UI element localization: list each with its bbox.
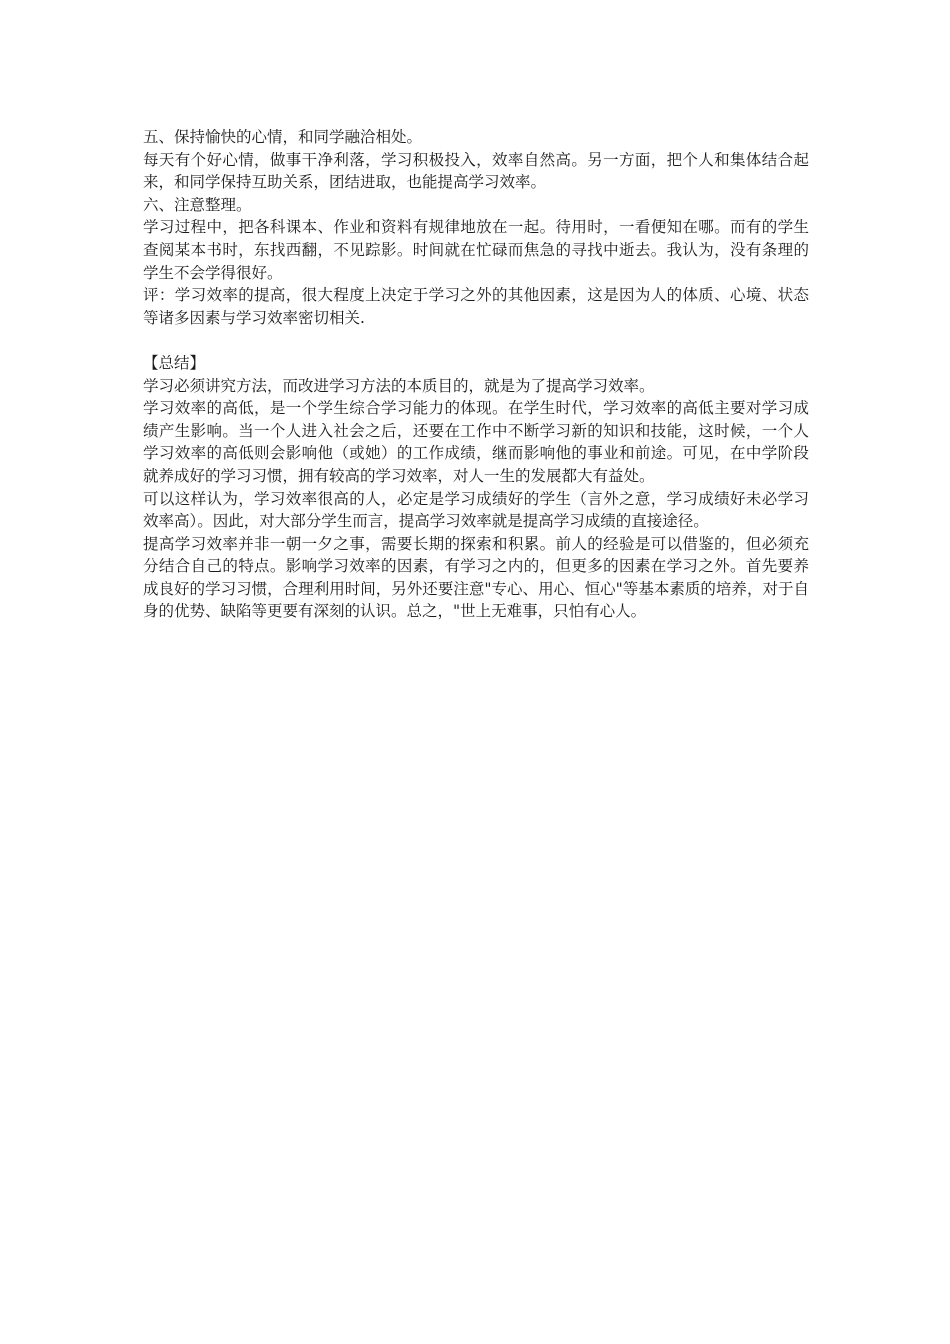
- heading-six: 六、注意整理。: [143, 195, 252, 214]
- document-page: [143, 126, 809, 623]
- body-paragraph: 每天有个好心情，做事干净利落，学习积极投入，效率自然高。另一方面，把个人和集体结合起来，和同学保持互助关系，团结进取，也能提高学习效率。: [143, 150, 809, 192]
- body-paragraph: 学习过程中，把各科课本、作业和资料有规律地放在一起。待用时，一看便知在哪。而有的学生查阅某本书时，东找西翻，不见踪影。时间就在忙碌而焦急的寻找中逝去。我认为，没有条理的学生不会学得很好。: [143, 218, 809, 282]
- comment-paragraph: 评：学习效率的提高，很大程度上决定于学习之外的其他因素，这是因为人的体质、心境、状态等诸多因素与学习效率密切相关.: [143, 286, 809, 327]
- body-paragraph: 提高学习效率并非一朝一夕之事，需要长期的探索和积累。前人的经验是可以借鉴的，但必须充分结合自己的特点。影响学习效率的因素，有学习之内的，但更多的因素在学习之外。首先要养成良好的学习习惯，合理利用时间，另外还要注意"专心、用心、恒心"等基本素质的培养，对于自身的优势、缺陷等更要有深刻的认识。总之，"世上无难事，只怕有心人。: [143, 534, 809, 621]
- body-paragraph: 学习必须讲究方法，而改进学习方法的本质目的，就是为了提高学习效率。: [143, 376, 655, 395]
- body-paragraph: 可以这样认为，学习效率很高的人，必定是学习成绩好的学生（言外之意，学习成绩好未必学习效率高）。因此，对大部分学生而言，提高学习效率就是提高学习成绩的直接途径。: [143, 489, 809, 531]
- heading-five: 五、保持愉快的心情，和同学融洽相处。: [143, 128, 423, 146]
- summary-heading: 【总结】: [143, 353, 206, 372]
- blank-line: [143, 329, 809, 352]
- body-paragraph: 学习效率的高低，是一个学生综合学习能力的体现。在学生时代，学习效率的高低主要对学习成绩产生影响。当一个人进入社会之后，还要在工作中不断学习新的知识和技能，这时候，一个人学习效率的高低则会影响他（或她）的工作成绩，继而影响他的事业和前途。可见，在中学阶段就养成好的学习习惯，拥有较高的学习效率，对人一生的发展都大有益处。: [143, 399, 809, 485]
